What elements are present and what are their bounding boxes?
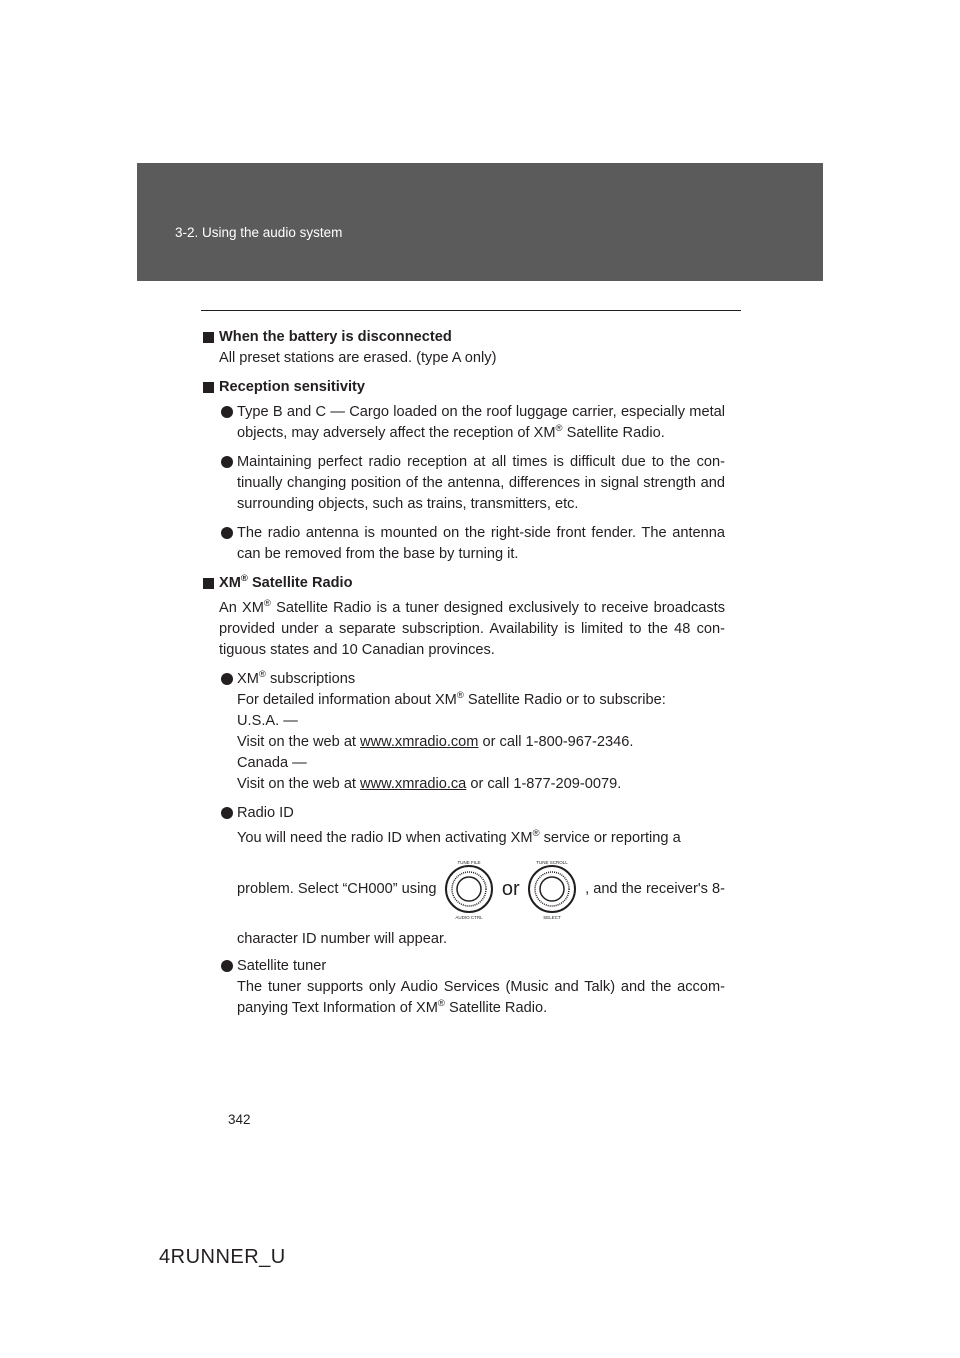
- bullet-satellite-tuner: Satellite tuner: [203, 956, 725, 977]
- svg-text:AUDIO CTRL: AUDIO CTRL: [455, 915, 483, 920]
- svg-text:SELECT: SELECT: [543, 915, 562, 920]
- text-usa: U.S.A. —: [237, 713, 298, 729]
- radio-id-knob-line: problem. Select “CH000” using TUNE FILE AUDIO CTRL or TUNE SCROLL SELECT , and the receiver's 8-: [203, 849, 725, 929]
- heading-reception: Reception sensitivity: [203, 377, 725, 398]
- text-subscription-info: For detailed information about XM® Satellite Radio or to subscribe:: [237, 690, 666, 708]
- text-radio-id-line1: You will need the radio ID when activating XM® service or reporting a: [237, 828, 681, 846]
- link-xmradio-ca[interactable]: www.xmradio.ca: [360, 776, 467, 792]
- heading-battery: When the battery is disconnected: [203, 327, 725, 348]
- text-battery: All preset stations are erased. (type A only): [219, 350, 497, 366]
- section-title: 3-2. Using the audio system: [175, 225, 343, 240]
- text-radio-id-line3: character ID number will appear.: [237, 931, 448, 947]
- page-content: [203, 327, 725, 1019]
- bullet-reception: Maintaining perfect radio reception at all times is difficult due to the con- tinually changing position of the antenna, differences in signal strength and surrounding objects, such as trains, transmitters, etc.: [203, 452, 725, 515]
- text-xm-intro: An XM® Satellite Radio is a tuner designed exclusively to receive broadcasts provided under a separate subscription. Availability is limited to the 48 con- tiguous states and 10 Canadian provinces.: [219, 598, 726, 658]
- model-code: 4RUNNER_U: [159, 1246, 286, 1268]
- page-number: 342: [228, 1112, 251, 1127]
- link-xmradio-com[interactable]: www.xmradio.com: [360, 734, 479, 750]
- svg-text:TUNE FILE: TUNE FILE: [457, 860, 481, 865]
- heading-xm: XM® Satellite Radio: [203, 573, 725, 594]
- text-canada: Canada —: [237, 755, 307, 771]
- bullet-antenna: The radio antenna is mounted on the right-side front fender. The antenna can be removed from the base by turning it.: [203, 523, 725, 565]
- text-or: or: [501, 877, 520, 900]
- svg-text:TUNE SCROLL: TUNE SCROLL: [536, 860, 569, 865]
- bullet-subscriptions: XM® subscriptions: [203, 669, 725, 690]
- tune-scroll-knob-icon: [525, 857, 579, 921]
- text-canada-contact: Visit on the web at www.xmradio.ca or call 1-877-209-0079.: [237, 776, 622, 792]
- divider-rule: [201, 310, 741, 311]
- tune-file-knob-icon: [442, 857, 496, 921]
- text-satellite-tuner: The tuner supports only Audio Services (Music and Talk) and the accom- panying Text Information of XM® Satellite Radio.: [237, 979, 725, 1016]
- text-usa-contact: Visit on the web at www.xmradio.com or call 1-800-967-2346.: [237, 734, 634, 750]
- bullet-cargo: Type B and C — Cargo loaded on the roof luggage carrier, especially metal objects, may adversely affect the reception of XM® Satellite Radio.: [203, 402, 725, 444]
- section-header: [137, 163, 823, 281]
- bullet-radio-id: Radio ID: [203, 803, 725, 824]
